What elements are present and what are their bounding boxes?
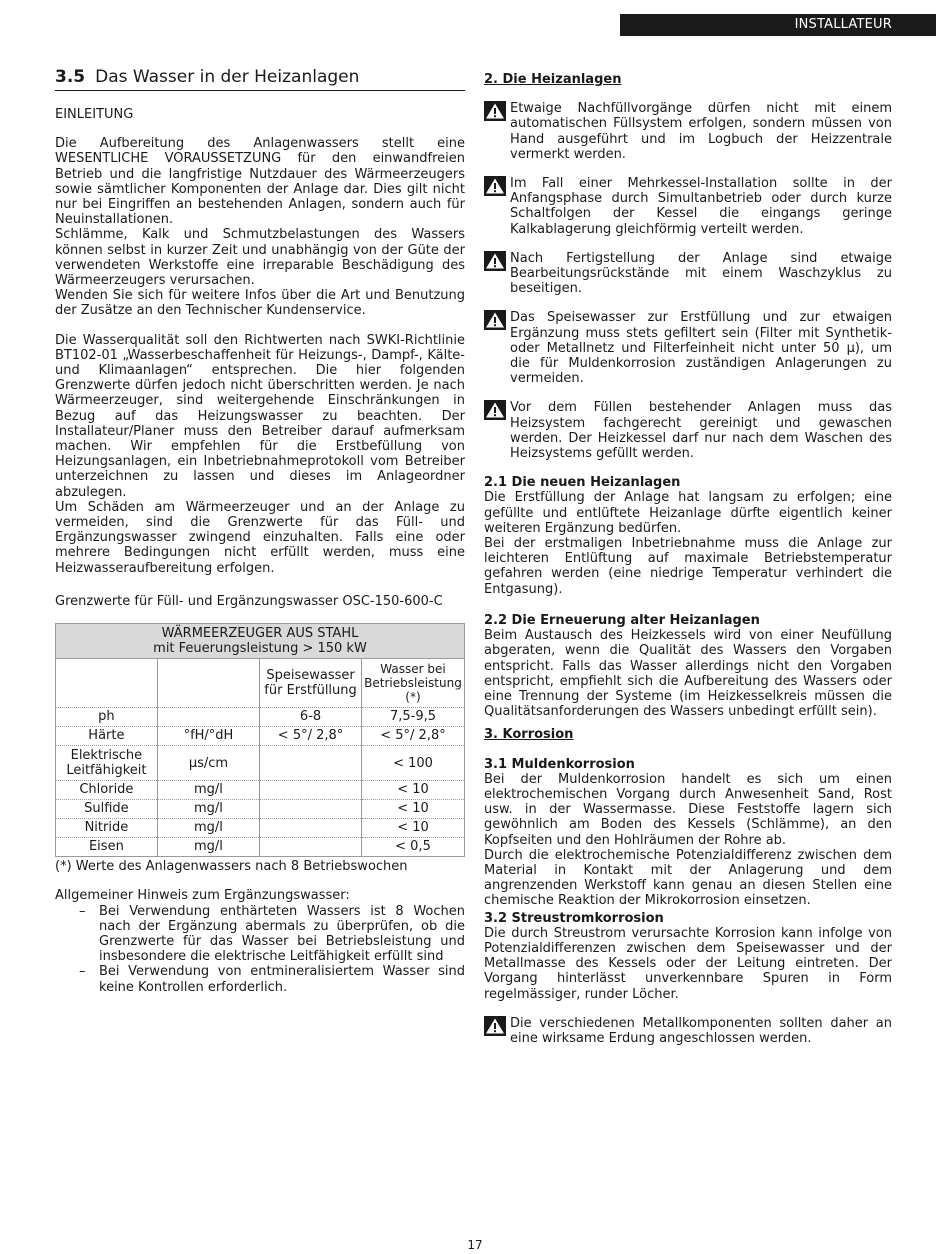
intro-paragraph-2: Schlämme, Kalk und Schmutzbelastungen des Wassers können selbst in kurzer Zeit und unabhängig von der Güte der verwendeten Werkstoffe eine irreparable Beschädigung des Wärmeerzeugers verursachen. — [55, 227, 465, 289]
table-cell-betrieb: < 0,5 — [361, 838, 464, 857]
section-title — [55, 66, 465, 91]
intro-paragraph-4: Die Wasserqualität soll den Richtwerten nach SWKI-Richtlinie BT102-01 „Wasserbeschaffenheit für Heizungs-, Dampf-, Kälte- und Klimaanlagen“ entsprechen. Die hier folgenden Grenzwerte dürfen jedoch nicht überschritten werden. Je nach Wärmeerzeuger, sind weitergehende Einschränkungen in Bezug auf das Heizungswasser zu beachten. Der Installateur/Planer muss den Betreiber darauf aufmerksam machen. Wir empfehlen für die Erstbefüllung von Heizungsanlagen, ein Inbetriebnahmeprotokoll vom Betreiber unterzeichnen zu lassen und dieses im Anlageordner abzulegen. — [55, 332, 465, 500]
table-cell-unit: mg/l — [157, 819, 259, 838]
col-header-betrieb: Wasser bei Betriebsleistung (*) — [361, 659, 464, 708]
intro-paragraph-5: Um Schäden am Wärmeerzeuger und an der Anlage zu vermeiden, sind die Grenzwerte für das Füll- und Ergänzungswasser zwingend einzuhalten. Falls eine oder mehrere Bedingungen nicht erfüllt werden, muss eine Heizwasseraufbereitung erfolgen. — [55, 499, 465, 576]
table-row — [56, 781, 465, 800]
table-cell-betrieb: 7,5-9,5 — [361, 708, 464, 727]
hint-list — [55, 904, 465, 995]
table-cell-speise — [260, 819, 362, 838]
warning-icon — [484, 176, 506, 196]
table-title: WÄRMEERZEUGER AUS STAHL mit Feuerungsleistung > 150 kW — [56, 624, 465, 659]
table-cell-speise — [260, 781, 362, 800]
table-cell-speise — [260, 746, 362, 781]
warning-block: Das Speisewasser zur Erstfüllung und zur etwaigen Ergänzung muss stets gefiltert sein (Filter mit Synthetik- oder Metallnetz und Filterfeinheit nicht unter 50 µ), um die für Muldenkorrosion zuständigen Anlagerungen zu vermeiden. — [484, 310, 892, 386]
warning-icon — [484, 1016, 506, 1036]
table-cell-unit: µs/cm — [157, 746, 259, 781]
warning-icon — [484, 400, 506, 420]
table-row — [56, 708, 465, 727]
table-cell-name: Eisen — [56, 838, 158, 857]
table-cell-speise: < 5°/ 2,8° — [260, 727, 362, 746]
table-cell-name: ph — [56, 708, 158, 727]
section-title-text: Das Wasser in der Heizanlagen — [95, 67, 360, 87]
warning-icon — [484, 101, 506, 121]
paragraph-3-1a: Bei der Muldenkorrosion handelt es sich um einen elektrochemischen Vorgang durch Anwesenheit Sand, Rost usw. in der Wassermasse. Diese Feststoffe lagern sich gewöhnlich am Boden des Kessels (Schlämme), an den Kopfseiten und den Hohlräumen der Rohre ab. — [484, 771, 892, 848]
col-header-speisewasser: Speisewasser für Erstfüllung — [260, 659, 362, 708]
intro-heading: EINLEITUNG — [55, 107, 134, 122]
table-cell-betrieb: < 10 — [361, 819, 464, 838]
header-bar — [620, 14, 936, 36]
warning-block: Die verschiedenen Metallkomponenten sollten daher an eine wirksame Erdung angeschlossen werden. — [484, 1016, 892, 1046]
table-cell-betrieb: < 100 — [361, 746, 464, 781]
table-cell-betrieb: < 10 — [361, 800, 464, 819]
heading-3-1: 3.1 Muldenkorrosion — [484, 756, 635, 772]
warning-block: Vor dem Füllen bestehender Anlagen muss das Heizsystem fachgerecht gereinigt und gewaschen werden. Der Heizkessel darf nur nach dem Waschen des Heizsystems gefüllt werden. — [484, 400, 892, 461]
heading-3-2: 3.2 Streustromkorrosion — [484, 910, 664, 926]
table-cell-speise — [260, 800, 362, 819]
paragraph-2-2: Beim Austausch des Heizkessels wird von einer Neufüllung abgeraten, wenn die Qualität des Wassers den Vorgaben entspricht. Falls das Wasser allerdings nicht den Vorgaben entspricht, empfiehlt sich die Aufbereitung des Wassers oder eine Trennung der Systeme (im Heizkesselkreis müssen die Qualitätsanforderungen des Wassers unbedingt erfüllt sein). — [484, 628, 892, 720]
hint-title: Allgemeiner Hinweis zum Ergänzungswasser: — [55, 888, 350, 904]
header-label: INSTALLATEUR — [794, 17, 892, 32]
intro-paragraph-3: Wenden Sie sich für weitere Infos über die Art und Benutzung der Zusätze an den Technischer Kundenservice. — [55, 288, 465, 319]
table-cell-unit: °fH/°dH — [157, 727, 259, 746]
warning-block: Nach Fertigstellung der Anlage sind etwaige Bearbeitungsrückstände mit einem Waschzyklus zu beseitigen. — [484, 251, 892, 297]
warning-icon — [484, 251, 506, 271]
table-note: (*) Werte des Anlagenwassers nach 8 Betriebswochen — [55, 859, 408, 875]
hint-item: – Bei Verwendung enthärteten Wassers ist 8 Wochen nach der Ergänzung abermals zu überprüfen, ob die Grenzwerte für das Wasser bei Betriebsleistung und insbesondere die elektrische Leitfähigkeit erfüllt sind — [79, 904, 465, 965]
heading-heizanlagen: 2. Die Heizanlagen — [484, 72, 622, 87]
table-row — [56, 800, 465, 819]
table-cell-name: Chloride — [56, 781, 158, 800]
heading-2-2: 2.2 Die Erneuerung alter Heizanlagen — [484, 612, 760, 628]
limits-title: Grenzwerte für Füll- und Ergänzungswasser OSC-150-600-C — [55, 593, 443, 609]
table-cell-name: Sulfide — [56, 800, 158, 819]
warning-icon — [484, 310, 506, 330]
table-cell-name: Nitride — [56, 819, 158, 838]
table-cell-unit: mg/l — [157, 781, 259, 800]
paragraph-3-2: Die durch Streustrom verursachte Korrosion kann infolge von Potenzialdifferenzen zwischen dem Speisewasser und der Metallmasse des Kessels oder der Leitung eintreten. Der Vorgang hinterlässt unverkennbare Spuren in Form regelmässiger, runder Löcher. — [484, 925, 892, 1002]
table-cell-name: Elektrische Leitfähigkeit — [56, 746, 158, 781]
table-cell-speise — [260, 838, 362, 857]
table-cell-speise: 6-8 — [260, 708, 362, 727]
table-row — [56, 746, 465, 781]
table-cell-unit: mg/l — [157, 838, 259, 857]
table-row — [56, 819, 465, 838]
table-cell-betrieb: < 5°/ 2,8° — [361, 727, 464, 746]
table-cell-betrieb: < 10 — [361, 781, 464, 800]
page-number: 17 — [467, 1238, 483, 1252]
left-column — [55, 64, 465, 995]
table-row — [56, 838, 465, 857]
hint-item: – Bei Verwendung von entmineralisiertem Wasser sind keine Kontrollen erforderlich. — [79, 964, 465, 994]
table-cell-unit — [157, 708, 259, 727]
table-cell-unit: mg/l — [157, 800, 259, 819]
paragraph-2-1b: Bei der erstmaligen Inbetriebnahme muss die Anlage zur leichteren Entlüftung auf maximale Betriebstemperatur gefahren werden (eine niedrige Temperatur verhindert die Entgasung). — [484, 536, 892, 597]
section-number: 3.5 — [55, 67, 86, 87]
heading-korrosion: 3. Korrosion — [484, 727, 574, 743]
table-row — [56, 727, 465, 746]
right-column — [484, 64, 892, 1060]
limits-table — [55, 623, 465, 857]
paragraph-2-1a: Die Erstfüllung der Anlage hat langsam zu erfolgen; eine gefüllte und entlüftete Heizanlage dürfte eigentlich keiner weiteren Ergänzung bedürfen. — [484, 490, 892, 536]
paragraph-3-1b: Durch die elektrochemische Potenzialdifferenz zwischen dem Material in Kontakt mit der Anlagerung und dem angrenzenden Werkstoff kann genau an diesen Stellen eine chemische Reaktion der Mikrokorrosion einsetzen. — [484, 847, 892, 909]
intro-paragraph-1: Die Aufbereitung des Anlagenwassers stellt eine WESENTLICHE VORAUSSETZUNG für den einwandfreien Betrieb und die langfristige Nutzdauer des Wärmeerzeugers sowie sämtlicher Komponenten der Anlage dar. Dies gilt nicht nur bei Eingriffen an bestehenden Anlagen, sondern auch für Neuinstallationen. — [55, 136, 465, 228]
table-cell-name: Härte — [56, 727, 158, 746]
heading-2-1: 2.1 Die neuen Heizanlagen — [484, 475, 681, 491]
warning-block: Im Fall einer Mehrkessel-Installation sollte in der Anfangsphase durch Simultanbetrieb oder durch kurze Schaltfolgen der Kessel die eingangs geringe Kalkablagerung gleichförmig verteilt werden. — [484, 176, 892, 237]
warning-block: Etwaige Nachfüllvorgänge dürfen nicht mit einem automatischen Füllsystem erfolgen, sondern müssen von Hand ausgeführt und im Logbuch der Heizzentrale vermerkt werden. — [484, 101, 892, 162]
